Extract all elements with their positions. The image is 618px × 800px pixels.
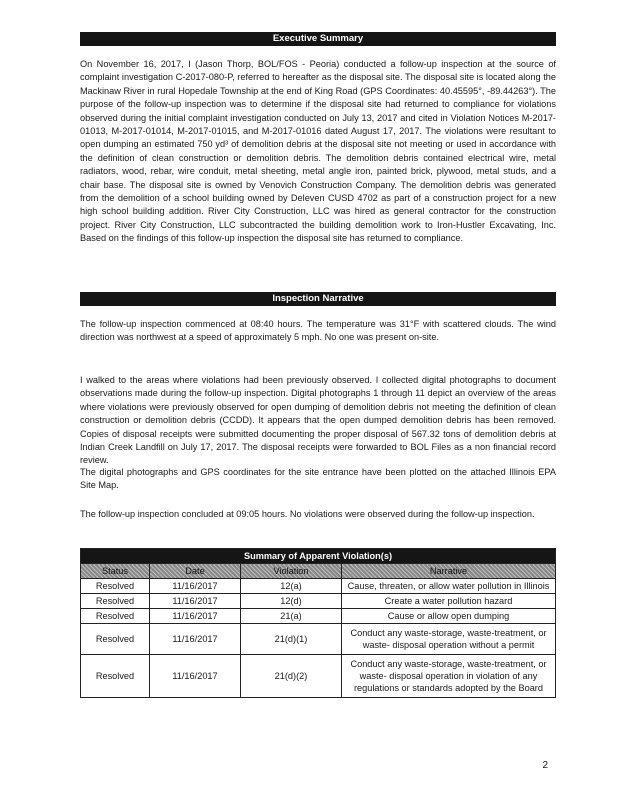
header-narrative: Narrative [342, 564, 556, 579]
narrative-paragraph-4: The follow-up inspection concluded at 09:05 hours. No violations were observed during the follow-up inspection. [80, 509, 535, 519]
table-row [81, 594, 556, 609]
header-status: Status [81, 564, 150, 579]
row-status: Resolved [81, 609, 150, 624]
row-narrative: Cause, threaten, or allow water pollution in Illinois [342, 579, 556, 594]
narrative-paragraph-3: The digital photographs and GPS coordinates for the site entrance have been plotted on the attached Illinois EPA Site Map. [80, 467, 556, 491]
table-row [81, 624, 556, 655]
row-violation: 21(d)(1) [241, 624, 342, 655]
header-violation: Violation [241, 564, 342, 579]
executive-summary-heading: Executive Summary [80, 32, 556, 46]
row-date: 11/16/2017 [150, 655, 241, 698]
inspection-narrative-heading: Inspection Narrative [80, 292, 556, 306]
row-narrative: Conduct any waste-storage, waste-treatment, or waste- disposal operation without a permit [342, 624, 556, 655]
row-status: Resolved [81, 624, 150, 655]
executive-summary-text: On November 16, 2017, I (Jason Thorp, BOL/FOS - Peoria) conducted a follow-up inspection at the source of complaint investigation C-2017-080-P, referred to hereafter as the disposal site. The disposal site is located along the Mackinaw River in rural Hopedale Township at the end of King Road (GPS Coordinates: 40.45595°, -89.44263°). The purpose of the follow-up inspection was to determine if the disposal site had returned to compliance for violations observed during the initial complaint investigation conducted on July 13, 2017 and cited in Violation Notices M-2017-01013, M-2017-01014, M-2017-01015, and M-2017-01016 dated August 17, 2017. The violations were resultant to open dumping an estimated 750 yd³ of demolition debris at the disposal site not meeting or used in accordance with the definition of clean construction or demolition debris. The demolition debris contained electrical wire, metal radiators, wood, rebar, wire conduit, metal sheeting, metal angle iron, painted brick, plywood, metal studs, and a chair base. The disposal site is owned by Venovich Construction Company. The demolition debris was generated from the demolition of a school building owned by Deleven CUSD 4702 as part of a construction project for a new high school building addition. River City Construction, LLC was hired as general contractor for the construction project. River City Construction, LLC subcontracted the building demolition work to Iron-Hustler Excavating, Inc. Based on the findings of this follow-up inspection the disposal site has returned to compliance. [80, 59, 556, 244]
narrative-paragraph-1: The follow-up inspection commenced at 08:40 hours. The temperature was 31°F with scattered clouds. The wind direction was northwest at a speed of approximately 5 mph. No one was present on-site. [80, 319, 556, 343]
row-date: 11/16/2017 [150, 609, 241, 624]
violations-table-header-row [81, 564, 556, 579]
violations-table-title: Summary of Apparent Violation(s) [81, 549, 556, 564]
row-date: 11/16/2017 [150, 579, 241, 594]
row-violation: 21(d)(2) [241, 655, 342, 698]
row-violation: 12(d) [241, 594, 342, 609]
header-date: Date [150, 564, 241, 579]
row-status: Resolved [81, 655, 150, 698]
row-date: 11/16/2017 [150, 594, 241, 609]
row-narrative: Conduct any waste-storage, waste-treatment, or waste- disposal operation in violation of any regulations or standards adopted by the Board [342, 655, 556, 698]
table-row [81, 579, 556, 594]
row-violation: 21(a) [241, 609, 342, 624]
row-violation: 12(a) [241, 579, 342, 594]
row-date: 11/16/2017 [150, 624, 241, 655]
row-narrative: Create a water pollution hazard [342, 594, 556, 609]
page-number: 2 [542, 760, 548, 771]
narrative-paragraph-2: I walked to the areas where violations had been previously observed. I collected digital photographs to document observations made during the follow-up inspection. Digital photographs 1 through 11 depict an overview of the areas where violations were previously observed for open dumping of demolition debris not meeting the definition of clean construction or demolition debris (CCDD). It appears that the open dumped demolition debris has been removed. Copies of disposal receipts were submitted documenting the proper disposal of 567.32 tons of demolition debris at Indian Creek Landfill on July 17, 2017. The disposal receipts were forwarded to BOL Files as a non financial record review. [80, 375, 556, 466]
row-narrative: Cause or allow open dumping [342, 609, 556, 624]
table-row [81, 655, 556, 698]
row-status: Resolved [81, 594, 150, 609]
row-status: Resolved [81, 579, 150, 594]
table-row [81, 609, 556, 624]
violations-summary-table [80, 548, 556, 698]
